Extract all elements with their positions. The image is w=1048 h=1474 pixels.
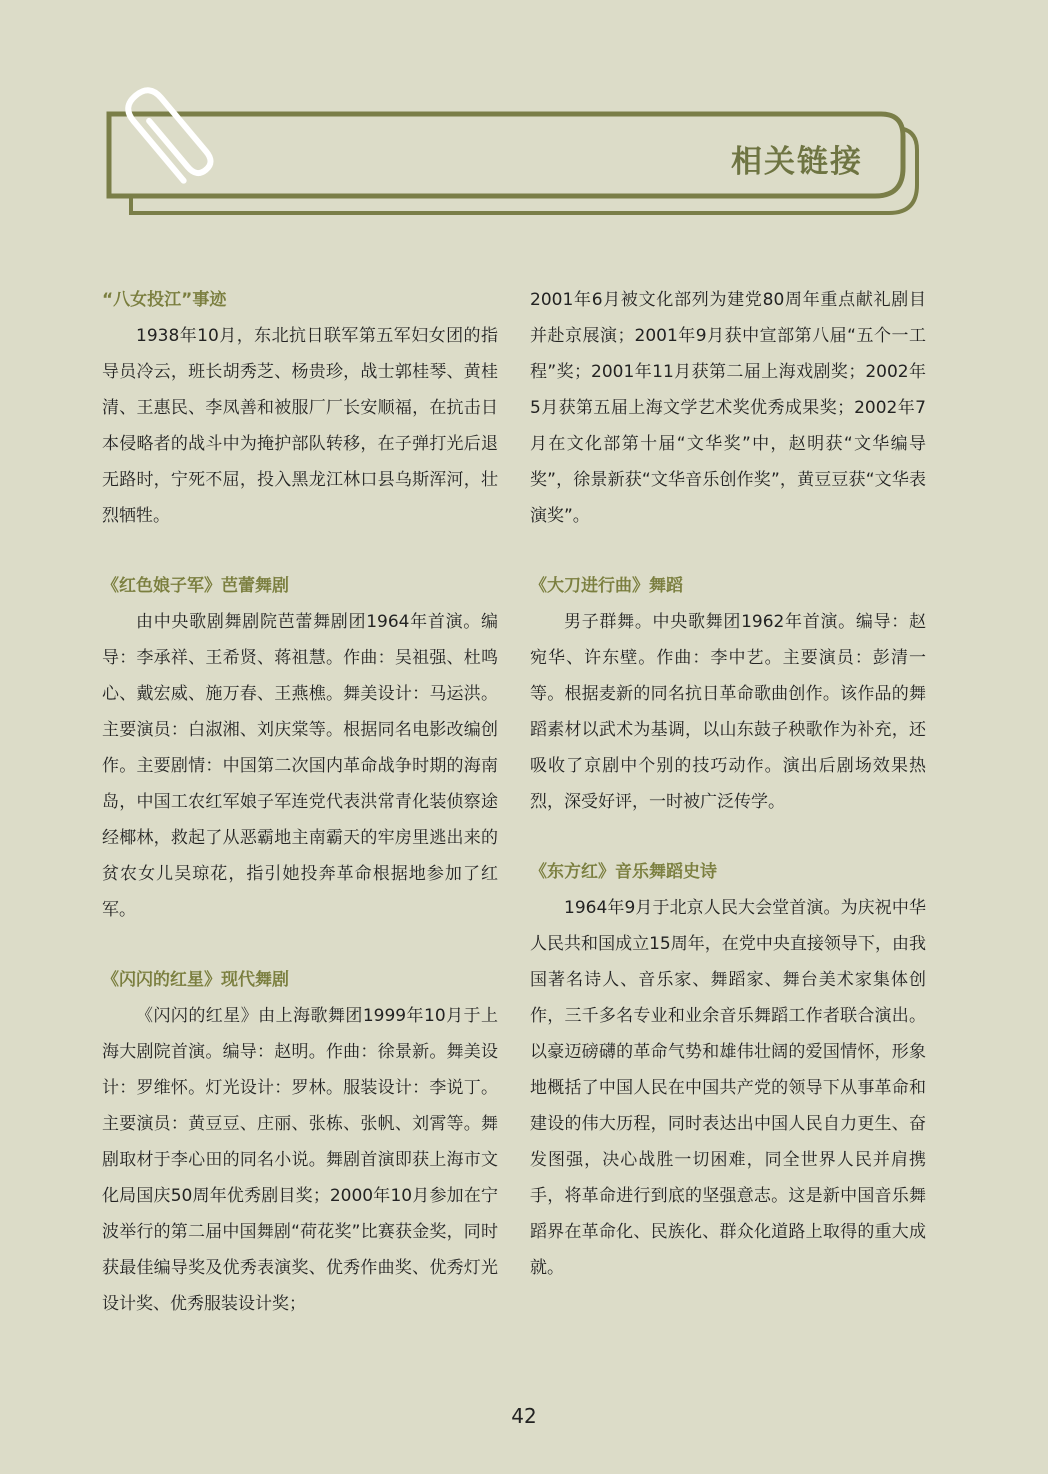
right-column [530, 282, 926, 1286]
section-body-shanshan: 《闪闪的红星》由上海歌舞团1999年10月于上海大剧院首演。编导：赵明。作曲：徐景新。舞美设计：罗维怀。灯光设计：罗林。服装设计：李说丁。主要演员：黄豆豆、庄丽、张栋、张帆、刘霄等。舞剧取材于李心田的同名小说。舞剧首演即获上海市文化局国庆50周年优秀剧目奖；2000年10月参加在宁波举行的第二届中国舞剧“荷花奖”比赛获金奖，同时获最佳编导奖及优秀表演奖、优秀作曲奖、优秀灯光设计奖、优秀服装设计奖； [102, 1006, 498, 1314]
section-body-dadao: 男子群舞。中央歌舞团1962年首演。编导：赵宛华、许东壁。作曲：李中艺。主要演员：彭清一等。根据麦新的同名抗日革命歌曲创作。该作品的舞蹈素材以武术为基调，以山东鼓子秧歌作为补充，还吸收了京剧中个别的技巧动作。演出后剧场效果热烈，深受好评，一时被广泛传学。 [530, 612, 926, 812]
section-body-hongse: 由中央歌剧舞剧院芭蕾舞剧团1964年首演。编导：李承祥、王希贤、蒋祖慧。作曲：吴祖强、杜鸣心、戴宏威、施万春、王燕樵。舞美设计：马运洪。主要演员：白淑湘、刘庆棠等。根据同名电影改编创作。主要剧情：中国第二次国内革命战争时期的海南岛，中国工农红军娘子军连党代表洪常青化装侦察途经椰林，救起了从恶霸地主南霸天的牢房里逃出来的贫农女儿吴琼花，指引她投奔革命根据地参加了红军。 [102, 612, 498, 920]
section-body-dongfanghong: 1964年9月于北京人民大会堂首演。为庆祝中华人民共和国成立15周年，在党中央直接领导下，由我国著名诗人、音乐家、舞蹈家、舞台美术家集体创作，三千多名专业和业余音乐舞蹈工作者联合演出。以豪迈磅礴的革命气势和雄伟壮阔的爱国情怀，形象地概括了中国人民在中国共产党的领导下从事革命和建设的伟大历程，同时表达出中国人民自力更生、奋发图强，决心战胜一切困难，同全世界人民并肩携手，将革命进行到底的坚强意志。这是新中国音乐舞蹈界在革命化、民族化、群众化道路上取得的重大成就。 [530, 898, 926, 1278]
section-header [95, 70, 925, 220]
section-title-hongse: 《红色娘子军》芭蕾舞剧 [102, 576, 289, 596]
section-title-dongfanghong: 《东方红》音乐舞蹈史诗 [530, 862, 717, 882]
page-number: 42 [511, 1404, 537, 1428]
section-title-shanshan: 《闪闪的红星》现代舞剧 [102, 970, 289, 990]
header-title: 相关链接 [731, 144, 863, 180]
left-column [102, 282, 498, 1322]
section-body-shanshan-continued: 2001年6月被文化部列为建党80周年重点献礼剧目并赴京展演；2001年9月获中宣部第八届“五个一工程”奖；2001年11月获第二届上海戏剧奖；2002年5月获第五届上海文学艺术奖优秀成果奖；2002年7月在文化部第十届“文华奖”中，赵明获“文华编导奖”，徐景新获“文华音乐创作奖”，黄豆豆获“文华表演奖”。 [530, 290, 926, 526]
section-title-dadao: 《大刀进行曲》舞蹈 [530, 576, 683, 596]
section-title-banu: “八女投江”事迹 [102, 290, 227, 310]
section-body-banu: 1938年10月，东北抗日联军第五军妇女团的指导员冷云，班长胡秀芝、杨贵珍，战士郭桂琴、黄桂清、王惠民、李凤善和被服厂厂长安顺福，在抗击日本侵略者的战斗中为掩护部队转移，在子弹打光后退无路时，宁死不屈，投入黑龙江林口县乌斯浑河，壮烈牺牲。 [102, 326, 498, 526]
